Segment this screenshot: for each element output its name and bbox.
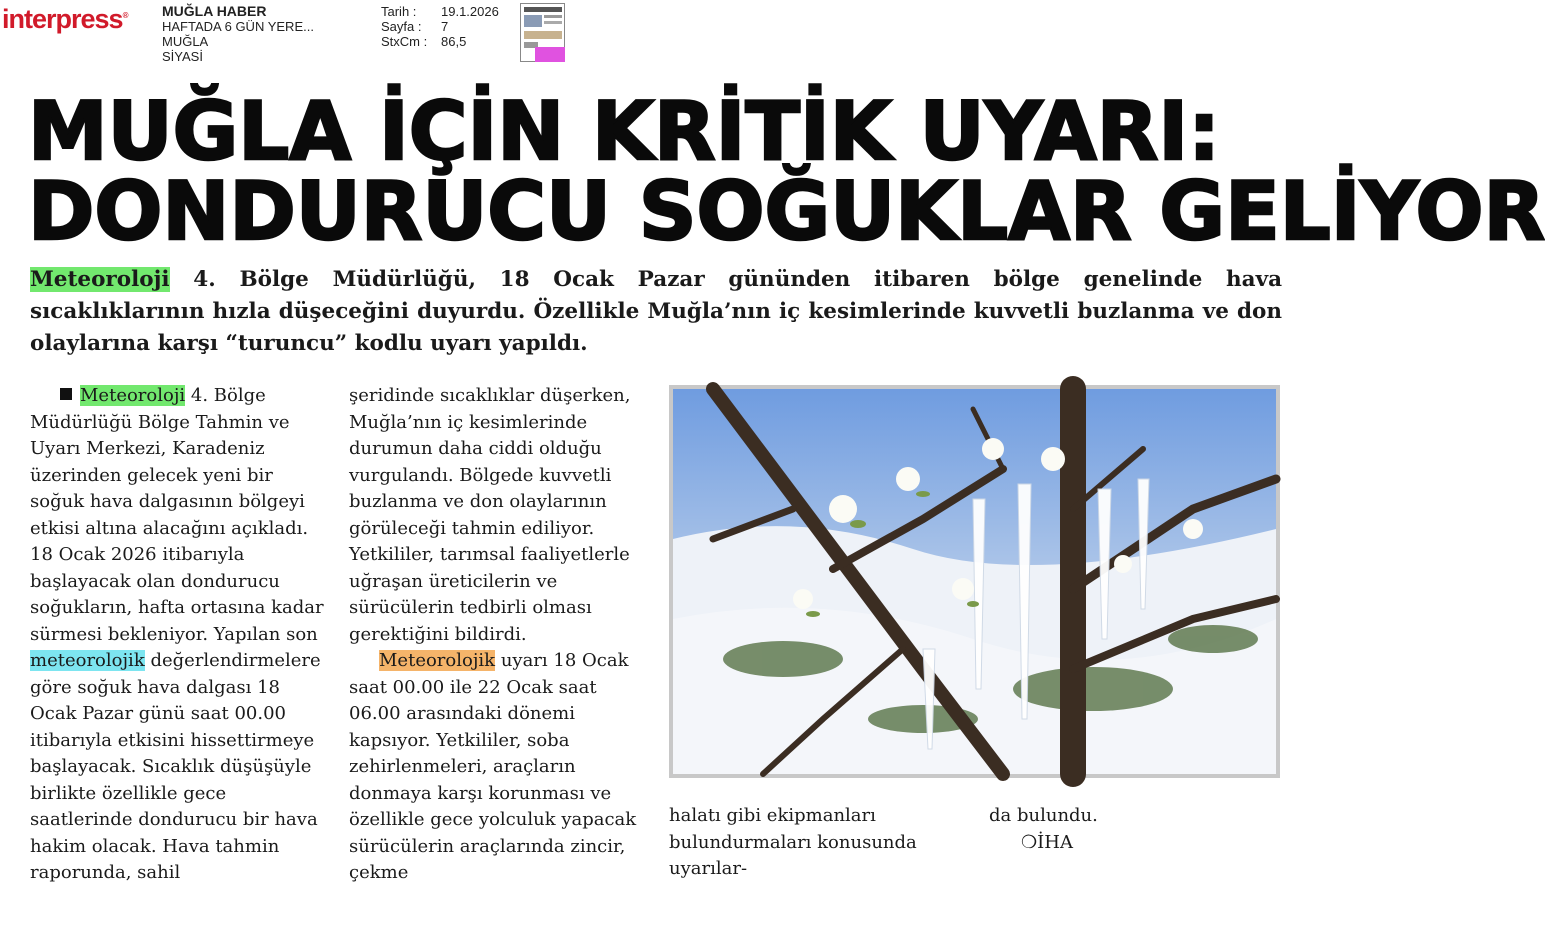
col3-text: halatı gibi ekipmanları bulundurmaları konusunda uyarılar- xyxy=(669,805,917,879)
col4-text: da bulundu. xyxy=(989,805,1098,826)
body-column-4 xyxy=(989,803,1189,856)
lead-text: 4. Bölge Müdürlüğü, 18 Ocak Pazar gününden itibaren bölge genelinde hava sıcaklıklarının hızla düşeceğini duyurdu. Özellikle Muğla’nın iç kesimlerinde kuvvetli buzlanma ve don olaylarına karşı “turuncu” kodlu uyarı yapıldı. xyxy=(30,267,1282,356)
registered-mark: ® xyxy=(122,11,128,20)
lead-keyword-highlight: Meteoroloji xyxy=(30,267,170,292)
stxcm-label: StxCm : xyxy=(381,34,428,49)
col2-text-b: uyarı 18 Ocak saat 00.00 ile 22 Ocak saat 06.00 arasındaki dönemi kapsıyor. Yetkililer, soba zehirlenmeleri, araçların donmaya karşı korunması ve özellikle gece yolculuk yapacak sürücülerin araçlarında zincir, çekme xyxy=(349,650,637,883)
frozen-branches-photo xyxy=(673,389,1276,774)
headline-line-1: MUĞLA İÇİN KRİTİK UYARI: xyxy=(28,85,1221,178)
page-label: Sayfa : xyxy=(381,19,422,34)
headline-line-2: DONDURUCU SOĞUKLAR GELİYOR xyxy=(28,165,1545,258)
page-thumbnail[interactable] xyxy=(520,3,565,62)
date-value: 19.1.2026 xyxy=(441,4,499,19)
col1-keyword-highlight-2: meteorolojik xyxy=(30,650,145,671)
page-value: 7 xyxy=(441,19,449,34)
col1-text-a: 4. Bölge Müdürlüğü Bölge Tahmin ve Uyarı Merkezi, Karadeniz üzerinden gelecek yeni bir soğuk hava dalgasının bölgeyi etkisi altına alacağını açıkladı. 18 Ocak 2026 itibarıyla başlayacak olan dondurucu soğukların, hafta ortasına kadar sürmesi bekleniyor. Yapılan son xyxy=(30,385,324,645)
signature-circle-icon: ❍ xyxy=(1021,831,1038,853)
body-column-1 xyxy=(30,383,325,887)
paragraph-bullet-icon xyxy=(60,388,72,400)
stxcm-value: 86,5 xyxy=(441,34,467,49)
signature-source: İHA xyxy=(1037,831,1073,853)
date-label: Tarih : xyxy=(381,4,417,19)
body-column-3 xyxy=(669,803,969,883)
publication-category: SİYASİ xyxy=(162,49,203,64)
interpress-logo xyxy=(2,4,127,35)
publication-info xyxy=(162,4,314,64)
clipping-info xyxy=(381,4,499,49)
body-column-2 xyxy=(349,383,644,887)
article-signature xyxy=(989,830,1189,857)
publication-name: MUĞLA HABER xyxy=(162,3,267,19)
article-photo xyxy=(669,385,1280,778)
publication-region: MUĞLA xyxy=(162,34,209,49)
col1-keyword-highlight: Meteoroloji xyxy=(80,385,186,406)
col1-text-b: değerlendirmelere göre soğuk hava dalgası 18 Ocak Pazar günü saat 00.00 itibarıyla etkisini hissettirmeye başlayacak. Sıcaklık düşüşüyle birlikte özellikle gece saatlerinde dondurucu bir hava hakim olacak. Hava tahmin raporunda, sahil xyxy=(30,650,321,883)
col2-keyword-highlight: Meteorolojik xyxy=(379,650,496,671)
publication-frequency: HAFTADA 6 GÜN YERE... xyxy=(162,19,314,34)
article-headline xyxy=(28,85,1545,258)
logo-text: interpress xyxy=(2,4,123,34)
article-lead xyxy=(30,264,1282,360)
col2-text-a: şeridinde sıcaklıklar düşerken, Muğla’nın iç kesimlerinde durumun daha ciddi olduğu vurgulandı. Bölgede kuvvetli buzlanma ve don olaylarının görüleceği tahmin ediliyor. Yetkililer, tarımsal faaliyetlerle uğraşan üreticilerin ve sürücülerin tedbirli olması gerektiğini bildirdi. xyxy=(349,385,631,645)
